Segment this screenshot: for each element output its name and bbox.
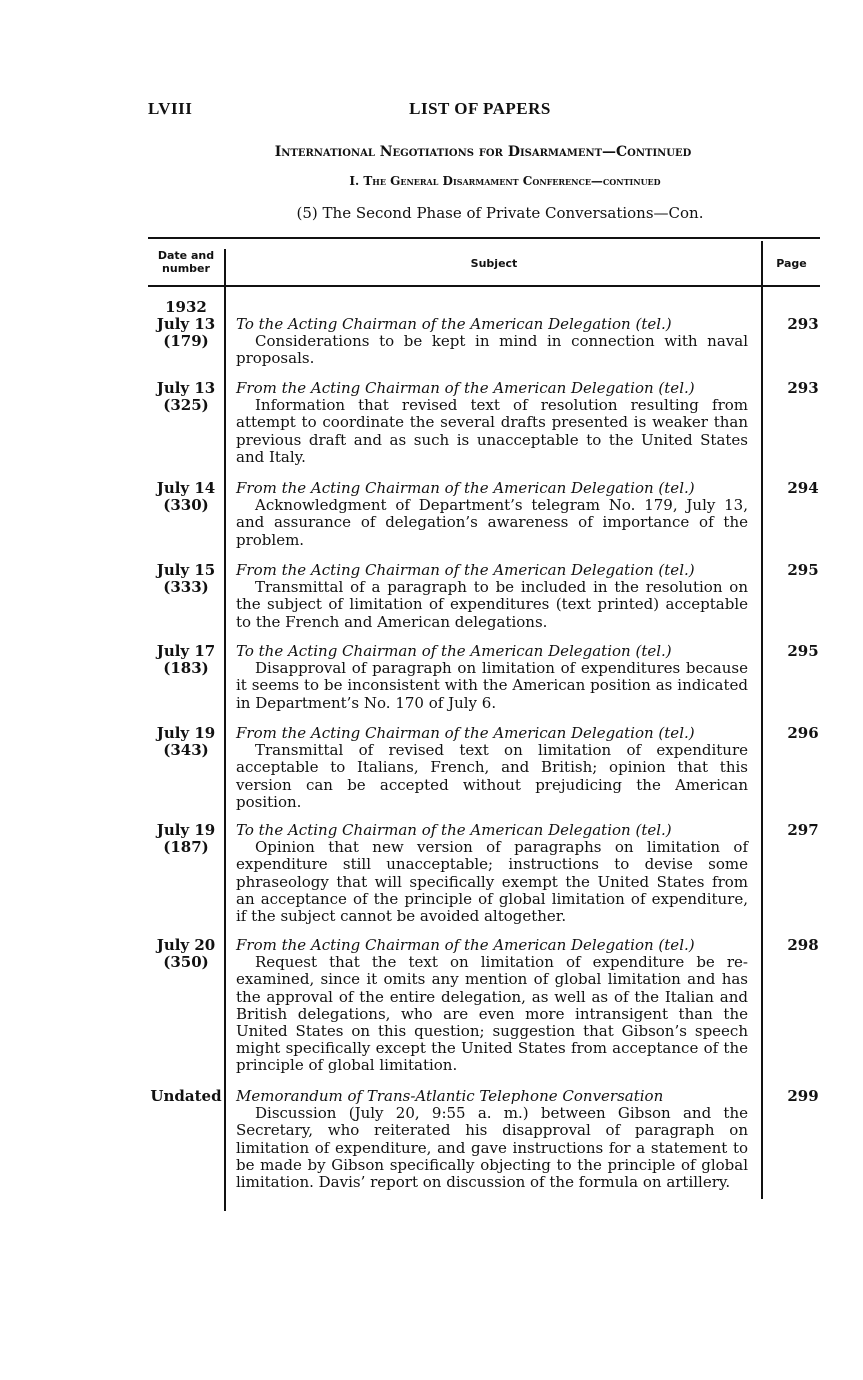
page-cell: 293 bbox=[787, 379, 819, 397]
column-header-date-line2: number bbox=[162, 262, 210, 275]
subject-cell bbox=[236, 1088, 748, 1191]
date-cell bbox=[140, 1088, 232, 1105]
row-title: From the Acting Chairman of the American Delegation (tel.) bbox=[236, 936, 695, 954]
row-title: To the Acting Chairman of the American Delegation (tel.) bbox=[236, 821, 672, 839]
page-cell: 295 bbox=[787, 642, 819, 660]
column-header-date-line1: Date and bbox=[157, 249, 215, 262]
row-date: July 20 bbox=[156, 936, 216, 954]
subject-cell bbox=[236, 822, 748, 925]
column-header-page: Page bbox=[776, 257, 807, 270]
subsection-title: I. The General Disarmament Conference—continued bbox=[349, 174, 661, 188]
row-description: Transmittal of a paragraph to be included in the resolution on the subject of limitation of expenditures (text printed) acceptable to the French and American delegations. bbox=[236, 578, 748, 631]
table-top-rule bbox=[148, 237, 820, 239]
row-title: From the Acting Chairman of the American Delegation (tel.) bbox=[236, 561, 695, 579]
subject-cell bbox=[236, 937, 748, 1075]
row-number: (350) bbox=[163, 953, 209, 971]
row-number: (325) bbox=[163, 396, 209, 414]
section-title: International Negotiations for Disarmament—Continued bbox=[274, 144, 692, 160]
row-number: (179) bbox=[163, 332, 209, 350]
subject-cell bbox=[236, 316, 748, 368]
row-date: July 13 bbox=[156, 315, 216, 333]
row-title: From the Acting Chairman of the American Delegation (tel.) bbox=[236, 724, 695, 742]
page-cell: 294 bbox=[787, 479, 819, 497]
subject-cell bbox=[236, 562, 748, 631]
row-description: Opinion that new version of paragraphs on limitation of expenditure still unacceptable; instructions to devise some phraseology that will specifically exempt the United States from an acceptance of the principle of global limitation of expenditure, if the subject cannot be avoided altogether. bbox=[236, 838, 748, 926]
page-cell: 296 bbox=[787, 724, 819, 742]
row-description: Information that revised text of resolution resulting from attempt to coordinate the several drafts presented is weaker than previous draft and as such is unacceptable to the United States and Italy. bbox=[236, 396, 748, 466]
page-cell: 298 bbox=[787, 936, 819, 954]
column-divider-page bbox=[761, 241, 763, 1199]
row-description: Disapproval of paragraph on limitation of expenditures because it seems to be inconsistent with the American position as indicated in Department’s No. 170 of July 6. bbox=[236, 659, 748, 712]
date-cell bbox=[140, 937, 232, 971]
row-title: From the Acting Chairman of the American Delegation (tel.) bbox=[236, 379, 695, 397]
row-number: (333) bbox=[163, 578, 209, 596]
row-date: July 17 bbox=[156, 642, 216, 660]
row-title: From the Acting Chairman of the American Delegation (tel.) bbox=[236, 479, 695, 497]
subject-cell bbox=[236, 643, 748, 712]
row-description: Discussion (July 20, 9:55 a. m.) between Gibson and the Secretary, who reiterated his disapproval of paragraph on limitation of expenditure, and gave instructions for a statement to be made by Gibson specifically objecting to the principle of global limitation. Davis’ report on discussion of the formula on artillery. bbox=[236, 1104, 748, 1192]
date-cell bbox=[140, 725, 232, 759]
row-description: Acknowledgment of Department’s telegram No. 179, July 13, and assurance of delegation’s awareness of importance of the problem. bbox=[236, 496, 748, 549]
date-cell bbox=[140, 562, 232, 596]
row-number: (330) bbox=[163, 496, 209, 514]
row-title: To the Acting Chairman of the American Delegation (tel.) bbox=[236, 642, 672, 660]
page-cell: 295 bbox=[787, 561, 819, 579]
date-cell bbox=[140, 822, 232, 856]
page-cell: 293 bbox=[787, 315, 819, 333]
part-title: (5) The Second Phase of Private Conversations—Con. bbox=[296, 204, 704, 222]
row-number: (187) bbox=[163, 838, 209, 856]
row-date: July 13 bbox=[156, 379, 216, 397]
row-title: Memorandum of Trans-Atlantic Telephone Conversation bbox=[236, 1087, 664, 1105]
page-cell: 297 bbox=[787, 821, 819, 839]
page-cell: 299 bbox=[787, 1087, 819, 1105]
date-cell bbox=[140, 643, 232, 677]
row-date: July 14 bbox=[156, 479, 216, 497]
row-date: Undated bbox=[150, 1087, 222, 1105]
column-header-subject: Subject bbox=[470, 257, 518, 270]
subject-cell bbox=[236, 380, 748, 466]
date-cell bbox=[140, 480, 232, 514]
row-date: July 15 bbox=[156, 561, 216, 579]
row-number: (343) bbox=[163, 741, 209, 759]
row-description: Considerations to be kept in mind in connection with naval proposals. bbox=[236, 332, 748, 368]
row-number: (183) bbox=[163, 659, 209, 677]
date-cell bbox=[140, 380, 232, 414]
row-description: Transmittal of revised text on limitation of expenditure acceptable to Italians, French, and British; opinion that this version can be accepted without prejudicing the American position. bbox=[236, 741, 748, 811]
row-date: July 19 bbox=[156, 724, 216, 742]
column-header-date bbox=[148, 249, 224, 275]
row-date: July 19 bbox=[156, 821, 216, 839]
table-header-rule bbox=[148, 285, 820, 287]
date-cell bbox=[140, 299, 232, 350]
subject-cell bbox=[236, 480, 748, 549]
running-title: LIST OF PAPERS bbox=[409, 99, 551, 118]
row-title: To the Acting Chairman of the American Delegation (tel.) bbox=[236, 315, 672, 333]
row-description: Request that the text on limitation of expenditure be re-examined, since it omits any mention of global limitation and has the approval of the entire delegation, as well as of the Italian and British delegations, who are even more intransigent than the United States on this question; suggestion that Gibson’s speech might specifically except the United States from acceptance of the principle of global limitation. bbox=[236, 953, 748, 1075]
page-number: LVIII bbox=[148, 99, 193, 118]
row-year: 1932 bbox=[165, 298, 207, 316]
subject-cell bbox=[236, 725, 748, 811]
